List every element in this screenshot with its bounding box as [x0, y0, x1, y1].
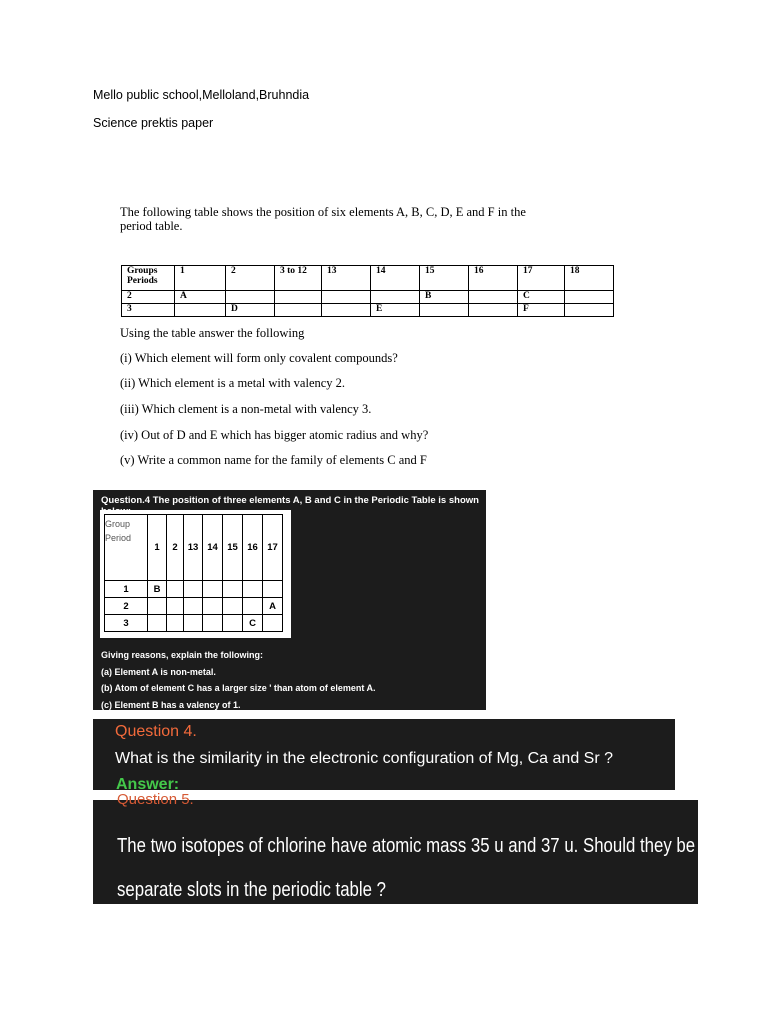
- q1-cell: D: [226, 304, 275, 317]
- q2-cell: [167, 598, 184, 615]
- q2-head-period: Period: [105, 533, 148, 581]
- q1-cell: F: [518, 304, 565, 317]
- q2-cell: [263, 581, 283, 598]
- q2-cell: [148, 598, 167, 615]
- q2-col-header: 1: [148, 515, 167, 581]
- q1-col-header: 13: [322, 266, 371, 291]
- q1-table-corner: [122, 266, 175, 291]
- q2-col-header: 17: [263, 515, 283, 581]
- q1-col-header: 2: [226, 266, 275, 291]
- q1-cell: [565, 304, 614, 317]
- q1-col-header: 16: [469, 266, 518, 291]
- q2-table-row: [105, 581, 283, 598]
- q2-cell: [184, 581, 203, 598]
- q2-table-frame: [100, 510, 291, 638]
- q1-intro-line1: The following table shows the position of six elements A, B, C, D, E and F in the: [120, 205, 526, 219]
- q1-head-periods: Periods: [127, 276, 158, 286]
- school-name: Mello public school,Melloland,Bruhndia: [93, 88, 310, 102]
- q2-item-a: (a) Element A is non-metal.: [101, 666, 216, 677]
- q2-period-cell: 3: [105, 615, 148, 632]
- q5-clipped-label: Question 5.: [117, 791, 194, 808]
- q1-col-header: 1: [175, 266, 226, 291]
- q2-intro: Giving reasons, explain the following:: [101, 650, 264, 660]
- q1-cell: [469, 291, 518, 304]
- q2-cell: [148, 615, 167, 632]
- q2-cell: [243, 581, 263, 598]
- q1-table-row: [122, 291, 614, 304]
- q5-line1: The two isotopes of chlorine have atomic mass 35 u and 37 u. Should they be placed in: [117, 835, 768, 857]
- paper-title: Science prektis paper: [93, 116, 214, 130]
- q2-cell: [184, 615, 203, 632]
- q2-cell: [263, 615, 283, 632]
- q4-text: What is the similarity in the electronic configuration of Mg, Ca and Sr ?: [115, 750, 613, 767]
- q2-col-header: 13: [184, 515, 203, 581]
- q1-cell: [226, 291, 275, 304]
- q2-table-row: [105, 598, 283, 615]
- q2-panel: [93, 490, 486, 710]
- q1-cell: [469, 304, 518, 317]
- q2-cell: A: [263, 598, 283, 615]
- q1-question-v: (v) Write a common name for the family of elements C and F: [120, 453, 427, 467]
- q1-col-header: 17: [518, 266, 565, 291]
- q2-reasons: [101, 647, 376, 713]
- q1-period-cell: 3: [122, 304, 175, 317]
- q1-cell: [275, 291, 322, 304]
- q2-cell: [223, 598, 243, 615]
- q1-cell: [420, 304, 469, 317]
- q1-intro: [120, 205, 620, 233]
- q1-cell: [371, 291, 420, 304]
- q2-cell: [223, 615, 243, 632]
- q1-question-i: (i) Which element will form only covalent compounds?: [120, 351, 398, 365]
- q1-instruction: Using the table answer the following: [120, 326, 305, 340]
- q2-cell: B: [148, 581, 167, 598]
- q1-question-iv: (iv) Out of D and E which has bigger atomic radius and why?: [120, 428, 429, 442]
- q2-cell: [167, 615, 184, 632]
- q2-col-header: 15: [223, 515, 243, 581]
- q2-cell: [243, 598, 263, 615]
- q2-item-c: (c) Element B has a valency of 1.: [101, 699, 241, 710]
- q1-cell: E: [371, 304, 420, 317]
- q2-col-header: 16: [243, 515, 263, 581]
- q1-cell: [175, 304, 226, 317]
- q1-col-header: 15: [420, 266, 469, 291]
- q2-col-header: 14: [203, 515, 223, 581]
- q2-item-b: (b) Atom of element C has a larger size ' than atom of element A.: [101, 683, 376, 693]
- q1-cell: B: [420, 291, 469, 304]
- q5-panel: [93, 791, 768, 904]
- q1-cell: A: [175, 291, 226, 304]
- q2-period-cell: 1: [105, 581, 148, 598]
- q2-title: Question.4 The position of three elements A, B and C in the Periodic Table is shown: [101, 495, 479, 506]
- q2-cell: [167, 581, 184, 598]
- q4-label: Question 4.: [115, 723, 197, 740]
- q1-cell: [322, 291, 371, 304]
- q4-panel: [93, 719, 675, 790]
- q1-cell: [275, 304, 322, 317]
- q1-cell: [565, 291, 614, 304]
- q2-periodic-table: [104, 514, 283, 632]
- q2-head-group: Group: [105, 515, 148, 533]
- q5-text: [117, 824, 768, 912]
- q1-periodic-table: [121, 265, 614, 317]
- q2-cell: [223, 581, 243, 598]
- q2-cell: [203, 581, 223, 598]
- q1-cell: C: [518, 291, 565, 304]
- q1-period-cell: 2: [122, 291, 175, 304]
- q1-head-groups: Groups: [127, 266, 158, 276]
- q1-col-header: 3 to 12: [275, 266, 322, 291]
- q1-col-header: 18: [565, 266, 614, 291]
- q2-cell: C: [243, 615, 263, 632]
- q1-table-row: [122, 304, 614, 317]
- q2-period-cell: 2: [105, 598, 148, 615]
- q1-question-iii: (iii) Which clement is a non-metal with valency 3.: [120, 402, 372, 416]
- q1-cell: [322, 304, 371, 317]
- q2-cell: [184, 598, 203, 615]
- q2-cell: [203, 598, 223, 615]
- q5-line2: separate slots in the periodic table ?: [117, 879, 386, 901]
- answer-label: Answer:: [116, 776, 180, 793]
- q2-cell: [203, 615, 223, 632]
- q1-col-header: 14: [371, 266, 420, 291]
- q2-table-row: [105, 615, 283, 632]
- q1-intro-line2: period table.: [120, 219, 183, 233]
- q1-question-ii: (ii) Which element is a metal with valency 2.: [120, 376, 346, 390]
- q2-col-header: 2: [167, 515, 184, 581]
